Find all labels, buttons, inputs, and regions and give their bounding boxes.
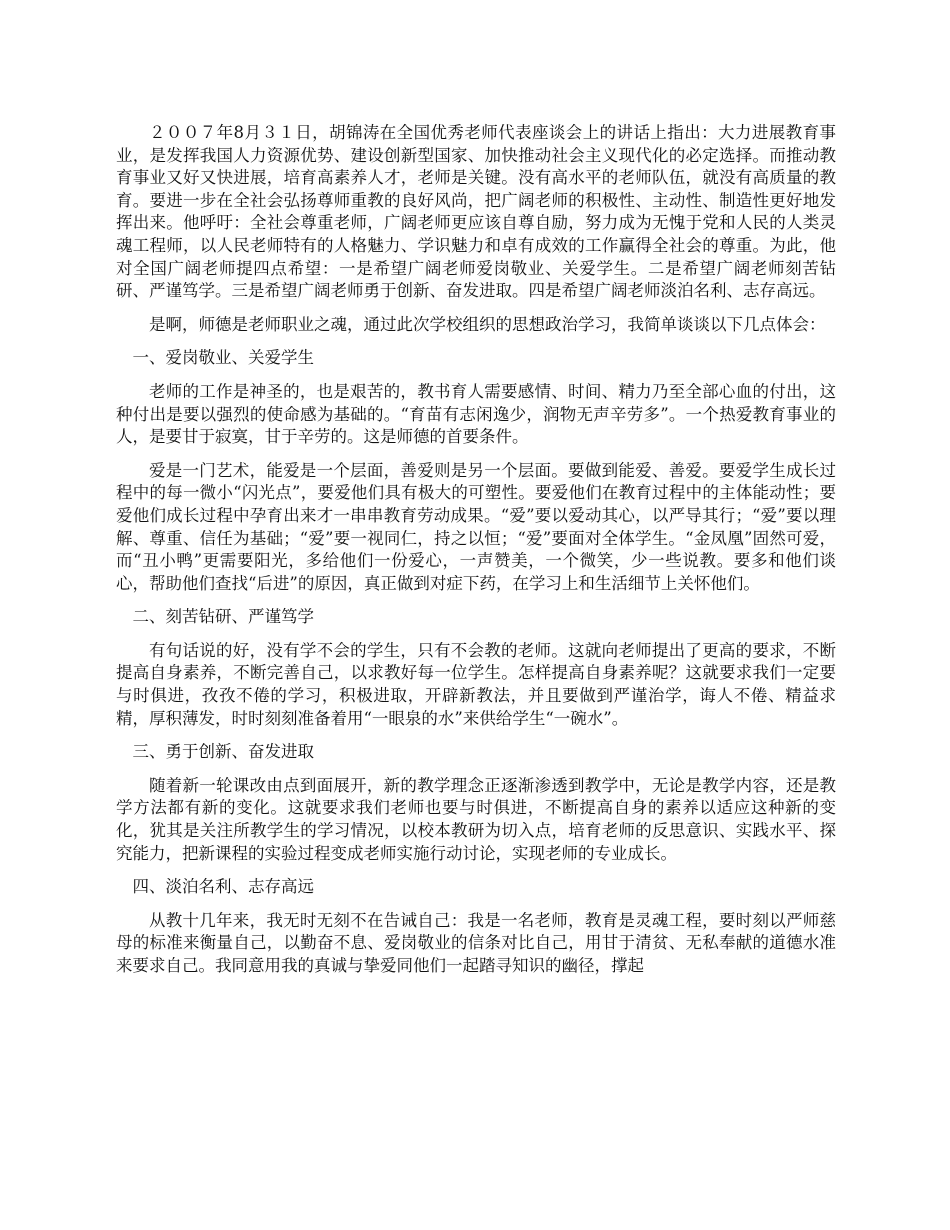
section-heading-3: 三、勇于创新、奋发进取	[132, 742, 314, 762]
paragraph-reflection: 是啊，师德是老师职业之魂，通过此次学校组织的思想政治学习，我简单谈谈以下几点体会：	[149, 314, 826, 334]
paragraph-section-3: 随着新一轮课改由点到面展开，新的教学理念正逐渐渗透到教学中，无论是教学内容，还是教学方法都有新的变化。这就要求我们老师也要与时俱进，不断提高自身的素养以适应这种新的变化，犹其是关注所教学生的学习情况，以校本教研为切入点，培育老师的反思意识、实践水平、探究能力，把新课程的实验过程变成老师实施行动讨论，实现老师的专业成长。	[116, 775, 836, 863]
section-heading-2: 二、刻苦钻研、严谨笃学	[132, 607, 314, 627]
section-heading-1: 一、爱岗敬业、关爱学生	[132, 348, 314, 368]
paragraph-section-1a: 老师的工作是神圣的，也是艰苦的，教书育人需要感情、时间、精力乃至全部心血的付出，这种付出是要以强烈的使命感为基础的。“育苗有志闲逸少，润物无声辛劳多”。一个热爱教育事业的人，是要甘于寂寞，甘于辛劳的。这是师德的首要条件。	[116, 381, 836, 447]
paragraph-section-2: 有句话说的好，没有学不会的学生，只有不会教的老师。这就向老师提出了更高的要求，不断提高自身素养，不断完善自己，以求教好每一位学生。怎样提高自身素养呢？这就要求我们一定要与时俱进，孜孜不倦的学习，积极进取，开辟新教法，并且要做到严谨治学，诲人不倦、精益求精，厚积薄发，时时刻刻准备着用“一眼泉的水”来供给学生“一碗水”。	[116, 640, 836, 728]
document-body	[116, 122, 836, 989]
paragraph-intro: ２００７年8月３１日，胡锦涛在全国优秀老师代表座谈会上的讲话上指出：大力进展教育事业，是发挥我国人力资源优势、建设创新型国家、加快推动社会主义现代化的必定选择。而推动教育事业又好又快进展，培育高素养人才，老师是关键。没有高水平的老师队伍，就没有高质量的教育。要进一步在全社会弘扬尊师重教的良好风尚，把广阔老师的积极性、主动性、制造性更好地发挥出来。他呼吁：全社会尊重老师，广阔老师更应该自尊自励，努力成为无愧于党和人民的人类灵魂工程师，以人民老师特有的人格魅力、学识魅力和卓有成效的工作赢得全社会的尊重。为此，他对全国广阔老师提四点希望：一是希望广阔老师爱岗敬业、关爱学生。二是希望广阔老师刻苦钻研、严谨笃学。三是希望广阔老师勇于创新、奋发进取。四是希望广阔老师淡泊名利、志存高远。	[116, 123, 836, 301]
section-heading-4: 四、淡泊名利、志存高远	[132, 877, 314, 897]
paragraph-section-1b: 爱是一门艺术，能爱是一个层面，善爱则是另一个层面。要做到能爱、善爱。要爱学生成长过程中的每一微小“闪光点”，要爱他们具有极大的可塑性。要爱他们在教育过程中的主体能动性；要爱他们成长过程中孕育出来才一串串教育劳动成果。“爱”要以爱动其心，以严导其行；“爱”要以理解、尊重、信任为基础；“爱”要一视同仁，持之以恒；“爱”要面对全体学生。“金凤凰”固然可爱，而“丑小鸭”更需要阳光，多给他们一份爱心，一声赞美，一个微笑，少一些说教。要多和他们谈心，帮助他们查找“后进”的原因，真正做到对症下药，在学习上和生活细节上关怀他们。	[116, 460, 836, 593]
paragraph-section-4: 从教十几年来，我无时无刻不在告诫自己：我是一名老师，教育是灵魂工程，要时刻以严师慈母的标准来衡量自己，以勤奋不息、爱岗敬业的信条对比自己，用甘于清贫、无私奉献的道德水准来要求自己。我同意用我的真诚与挚爱同他们一起踏寻知识的幽径，撑起	[116, 910, 836, 975]
